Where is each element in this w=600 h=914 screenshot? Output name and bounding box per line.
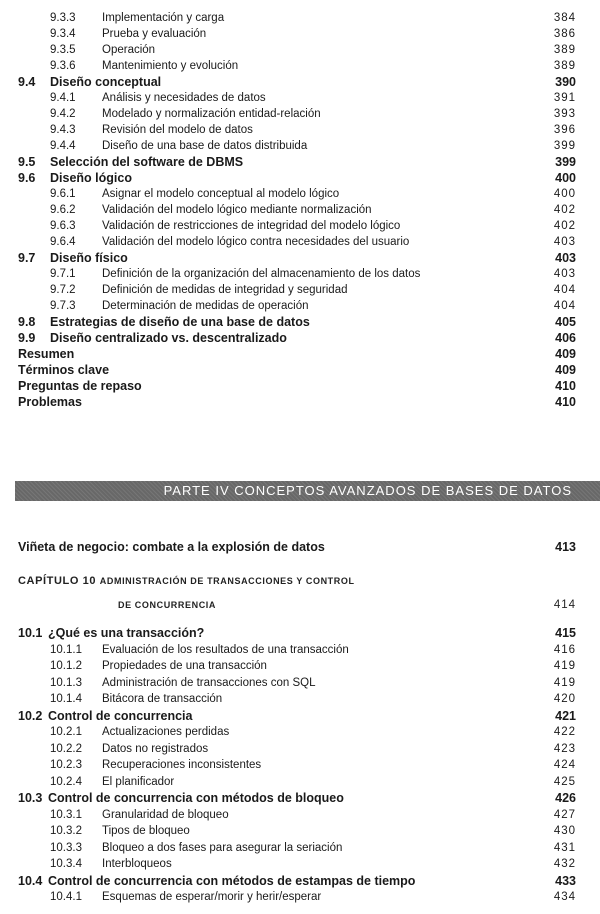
chapter-heading: [18, 573, 576, 611]
toc-entry-title: Datos no registrados: [102, 742, 209, 755]
toc-entry-title: Administración de transacciones con SQL: [102, 676, 316, 689]
toc-entry-title: Determinación de medidas de operación: [102, 300, 309, 312]
toc-entry-page: 420: [553, 693, 576, 705]
toc-entry-page: 400: [555, 171, 576, 185]
toc-entry-page: 410: [555, 395, 576, 409]
toc-entry-page: 433: [555, 873, 576, 888]
toc-entry-page: 404: [553, 300, 576, 312]
toc-subsection-entry: [0, 675, 600, 692]
toc-subsection-entry: [0, 218, 600, 234]
toc-entry-page: 386: [553, 28, 576, 40]
toc-section-entry: [0, 74, 600, 90]
toc-entry-number: 10.3.4: [50, 858, 82, 870]
toc-subsection-entry: [0, 26, 600, 42]
toc-section-entry: [0, 873, 600, 890]
toc-entry-number: 9.3.6: [50, 60, 76, 72]
toc-subsection-entry: [0, 106, 600, 122]
toc-entry-page: 389: [553, 60, 576, 72]
toc-entry-page: 431: [553, 841, 576, 854]
toc-entry-page: 390: [555, 75, 576, 89]
toc-entry-page: 410: [555, 379, 576, 393]
toc-entry-title: Recuperaciones inconsistentes: [102, 759, 262, 771]
toc-entry-number: 10.2.1: [50, 726, 82, 738]
toc-entry-title: Validación de restricciones de integridad del modelo lógico: [102, 220, 401, 232]
toc-entry-title: Preguntas de repaso: [18, 379, 142, 393]
toc-entry-page: 403: [555, 251, 576, 265]
toc-subsection-entry: [0, 741, 600, 758]
toc-entry-title: Validación del modelo lógico contra necesidades del usuario: [102, 236, 410, 248]
toc-entry-number: 10.1.2: [50, 660, 82, 672]
toc-entry-title: Bloqueo a dos fases para asegurar la seriación: [102, 841, 343, 854]
toc-subsection-entry: [0, 807, 600, 824]
toc-entry-page: 423: [553, 742, 576, 755]
toc-entry-page: 415: [555, 626, 576, 640]
toc-entry-title: Control de concurrencia: [48, 708, 193, 723]
toc-entry-title: Granularidad de bloqueo: [102, 808, 229, 821]
toc-entry-title: Selección del software de DBMS: [50, 155, 244, 169]
toc-entry-number: 9.3.5: [50, 44, 76, 56]
toc-entry-page: 419: [553, 660, 576, 672]
toc-subsection-entry: [0, 889, 600, 906]
toc-entry-number: 10.1: [18, 626, 43, 640]
toc-entry-number: 9.9: [18, 331, 36, 345]
toc-entry-title: Estrategias de diseño de una base de datos: [50, 315, 310, 329]
toc-list-chapter-9: [0, 10, 600, 410]
toc-entry-number: 10.3.1: [50, 808, 82, 821]
toc-entry-title: Operación: [102, 44, 156, 56]
toc-subsection-entry: [0, 856, 600, 873]
toc-entry-number: 10.1.4: [50, 693, 82, 705]
toc-entry-page: 384: [553, 12, 576, 24]
toc-entry-page: 409: [555, 347, 576, 361]
part-banner-title: PARTE IV CONCEPTOS AVANZADOS DE BASES DE DATOS: [163, 483, 572, 498]
toc-entry-number: 10.1.3: [50, 676, 82, 689]
toc-entry-number: 9.4.1: [50, 92, 76, 104]
toc-entry-page: 403: [553, 268, 576, 280]
toc-entry-page: 421: [555, 708, 576, 723]
vineta-title: Viñeta de negocio: combate a la explosión de datos: [18, 540, 325, 554]
toc-entry-title: Revisión del modelo de datos: [102, 124, 253, 136]
chapter-title-line1: ADMINISTRACIÓN DE TRANSACCIONES Y CONTROL: [99, 576, 355, 586]
toc-entry-number: 10.1.1: [50, 643, 82, 656]
toc-entry-title: Diseño lógico: [50, 171, 132, 185]
toc-entry-number: 10.3.2: [50, 825, 82, 837]
toc-subsection-entry: [0, 202, 600, 218]
toc-entry-page: 400: [553, 188, 576, 200]
toc-section-entry: [0, 790, 600, 807]
toc-subsection-entry: [0, 10, 600, 26]
toc-entry-title: Diseño conceptual: [50, 75, 162, 89]
toc-entry-number: 9.7.1: [50, 268, 76, 280]
toc-entry-title: Implementación y carga: [102, 12, 225, 24]
toc-entry-number: 10.2.2: [50, 742, 82, 755]
toc-entry-number: 9.5: [18, 155, 36, 169]
toc-entry-number: 9.4.2: [50, 108, 76, 120]
toc-entry-page: 434: [553, 891, 576, 903]
toc-entry-page: 403: [553, 236, 576, 248]
toc-entry-title: Resumen: [18, 347, 75, 361]
toc-entry-title: Análisis y necesidades de datos: [102, 92, 266, 104]
toc-subsection-entry: [0, 774, 600, 791]
toc-entry-title: Términos clave: [18, 363, 110, 377]
toc-entry-title: Diseño centralizado vs. descentralizado: [50, 331, 287, 345]
chapter-title-line2: DE CONCURRENCIA: [118, 600, 217, 610]
toc-entry-title: Asignar el modelo conceptual al modelo lógico: [102, 188, 340, 200]
toc-entry-page: 396: [553, 124, 576, 136]
toc-entry-number: 9.6.2: [50, 204, 76, 216]
toc-entry-page: 419: [553, 676, 576, 689]
toc-entry-number: 10.2.3: [50, 759, 82, 771]
toc-entry-number: 9.6.4: [50, 236, 76, 248]
toc-entry-number: 9.6.1: [50, 188, 76, 200]
toc-subsection-entry: [0, 658, 600, 675]
toc-subsection-entry: [0, 90, 600, 106]
toc-entry-number: 9.7.2: [50, 284, 76, 296]
toc-entry-title: El planificador: [102, 775, 175, 788]
toc-entry-page: 427: [553, 808, 576, 821]
toc-section-entry: [0, 625, 600, 642]
toc-entry-number: 9.6.3: [50, 220, 76, 232]
toc-entry-page: 422: [553, 726, 576, 738]
toc-section-entry: [0, 346, 600, 362]
toc-entry-number: 10.4: [18, 873, 43, 888]
toc-entry-title: Control de concurrencia con métodos de estampas de tiempo: [48, 873, 416, 888]
toc-entry-page: 404: [553, 284, 576, 296]
toc-entry-number: 9.4.4: [50, 140, 76, 152]
toc-entry-title: ¿Qué es una transacción?: [48, 626, 205, 640]
toc-entry-number: 10.2.4: [50, 775, 82, 788]
toc-entry-page: 432: [553, 858, 576, 870]
toc-section-entry: [0, 362, 600, 378]
toc-entry-page: 405: [555, 315, 576, 329]
toc-subsection-entry: [0, 58, 600, 74]
toc-subsection-entry: [0, 186, 600, 202]
toc-entry-title: Problemas: [18, 395, 82, 409]
chapter-label: CAPÍTULO 10: [18, 575, 97, 587]
toc-entry-page: 416: [553, 643, 576, 656]
toc-entry-page: 409: [555, 363, 576, 377]
toc-section-entry: [0, 708, 600, 725]
toc-entry-number: 9.7: [18, 251, 36, 265]
toc-subsection-entry: [0, 42, 600, 58]
toc-entry-number: 9.6: [18, 171, 36, 185]
toc-entry-page: 402: [553, 220, 576, 232]
part-banner: [15, 481, 600, 501]
toc-subsection-entry: [0, 234, 600, 250]
toc-subsection-entry: [0, 840, 600, 857]
toc-entry-page: 406: [555, 331, 576, 345]
toc-subsection-entry: [0, 298, 600, 314]
toc-entry-title: Mantenimiento y evolución: [102, 60, 239, 72]
toc-subsection-entry: [0, 691, 600, 708]
toc-section-entry: [0, 314, 600, 330]
toc-entry-title: Tipos de bloqueo: [102, 825, 190, 837]
toc-entry-number: 9.3.3: [50, 12, 76, 24]
toc-entry-page: 424: [553, 759, 576, 771]
toc-entry-title: Modelado y normalización entidad-relación: [102, 108, 321, 120]
toc-entry-number: 9.3.4: [50, 28, 76, 40]
toc-entry-number: 10.4.1: [50, 891, 82, 903]
toc-entry-vineta: [18, 539, 576, 555]
toc-entry-page: 426: [555, 791, 576, 805]
toc-entry-title: Prueba y evaluación: [102, 28, 207, 40]
toc-entry-page: 430: [553, 825, 576, 837]
toc-subsection-entry: [0, 823, 600, 840]
toc-entry-number: 9.7.3: [50, 300, 76, 312]
toc-entry-title: Bitácora de transacción: [102, 693, 223, 705]
toc-subsection-entry: [0, 282, 600, 298]
toc-entry-title: Esquemas de esperar/morir y herir/esperar: [102, 891, 322, 903]
toc-section-entry: [0, 250, 600, 266]
toc-entry-title: Evaluación de los resultados de una transacción: [102, 643, 349, 656]
vineta-page: 413: [555, 540, 576, 554]
toc-entry-title: Diseño de una base de datos distribuida: [102, 140, 308, 152]
toc-entry-title: Definición de la organización del almacenamiento de los datos: [102, 268, 421, 280]
toc-entry-page: 391: [553, 92, 576, 104]
toc-entry-title: Propiedades de una transacción: [102, 660, 267, 672]
toc-list-chapter-10: [0, 625, 600, 906]
toc-subsection-entry: [0, 724, 600, 741]
toc-entry-number: 10.3: [18, 791, 43, 805]
toc-entry-title: Diseño físico: [50, 251, 128, 265]
toc-entry-number: 9.8: [18, 315, 36, 329]
toc-entry-page: 425: [553, 775, 576, 788]
toc-section-entry: [0, 330, 600, 346]
toc-subsection-entry: [0, 122, 600, 138]
chapter-page: 414: [553, 599, 576, 611]
toc-section-entry: [0, 170, 600, 186]
toc-subsection-entry: [0, 642, 600, 659]
toc-entry-number: 10.2: [18, 708, 43, 723]
toc-subsection-entry: [0, 757, 600, 774]
toc-entry-page: 399: [553, 140, 576, 152]
toc-section-entry: [0, 378, 600, 394]
toc-entry-page: 393: [553, 108, 576, 120]
toc-entry-page: 402: [553, 204, 576, 216]
toc-entry-number: 10.3.3: [50, 841, 82, 854]
toc-entry-title: Actualizaciones perdidas: [102, 726, 230, 738]
toc-subsection-entry: [0, 138, 600, 154]
toc-section-entry: [0, 154, 600, 170]
toc-entry-page: 389: [553, 44, 576, 56]
toc-entry-number: 9.4: [18, 75, 36, 89]
toc-entry-title: Control de concurrencia con métodos de bloqueo: [48, 791, 344, 805]
toc-section-entry: [0, 394, 600, 410]
toc-entry-title: Validación del modelo lógico mediante normalización: [102, 204, 372, 216]
toc-entry-title: Definición de medidas de integridad y seguridad: [102, 284, 348, 296]
toc-subsection-entry: [0, 266, 600, 282]
toc-entry-title: Interbloqueos: [102, 858, 172, 870]
toc-entry-number: 9.4.3: [50, 124, 76, 136]
toc-entry-page: 399: [555, 155, 576, 169]
